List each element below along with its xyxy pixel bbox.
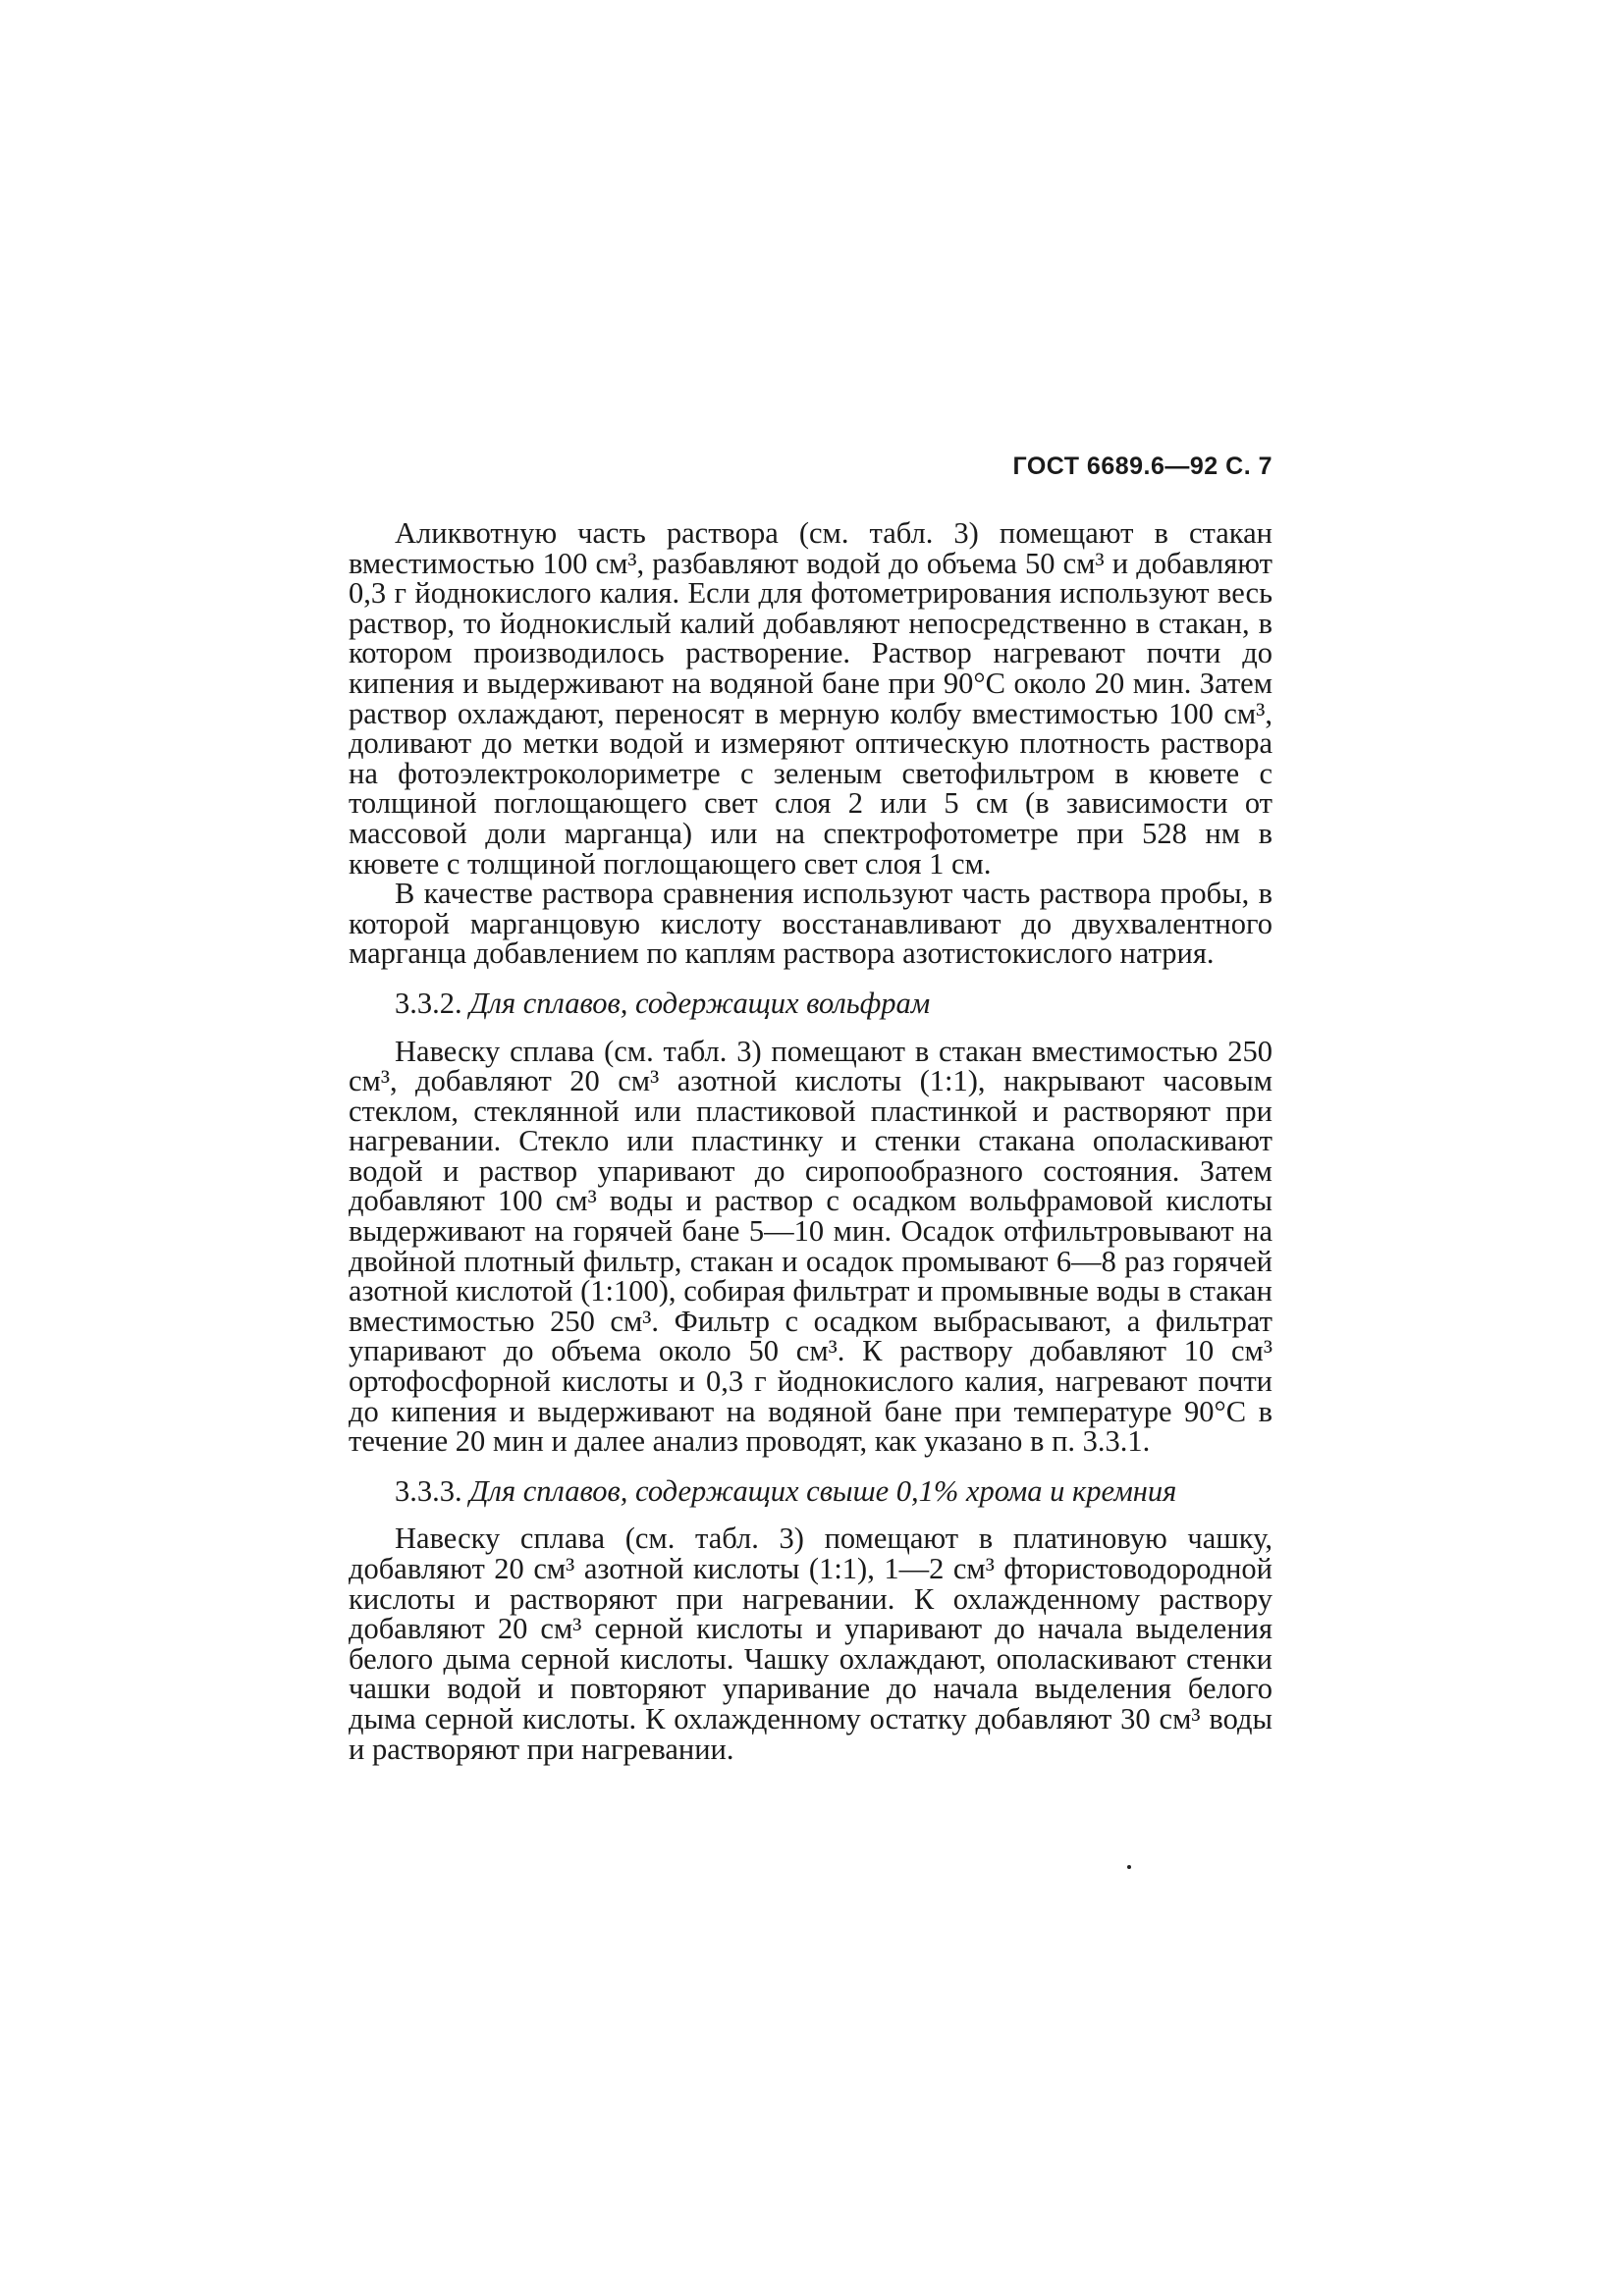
paragraph-aliquot: Аликвотную часть раствора (см. табл. 3) помещают в стакан вместимостью 100 см³, разбавляют водой до объема 50 см³ и добавляют 0,3 г йоднокислого калия. Если для фотометрирования используют весь раствор, то йоднокислый калий добавляют непосредственно в стакан, в котором производилось растворение. Раствор нагревают почти до кипения и выдерживают на водяной бане при 90°С около 20 мин. Затем раствор охлаждают, переносят в мерную колбу вместимостью 100 см³, доливают до метки водой и измеряют оптическую плотность раствора на фотоэлектроколориметре с зеленым светофильтром в кювете с толщиной поглощающего свет слоя 2 или 5 см (в зависимости от массовой доли марганца) или на спектрофотометре при 528 нм в кювете с толщиной поглощающего свет слоя 1 см.	[349, 516, 1272, 881]
section-title: Для сплавов, содержащих свыше 0,1% хрома и кремния	[469, 1473, 1177, 1508]
body-text	[349, 518, 1272, 1764]
paragraph-chromium-silicon-alloys: Навеску сплава (см. табл. 3) помещают в платиновую чашку, добавляют 20 см³ азотной кислоты (1:1), 1—2 см³ фтористоводородной кислоты и растворяют при нагревании. К охлажденному раствору добавляют 20 см³ серной кислоты и упаривают до начала выделения белого дыма серной кислоты. Чашку охлаждают, ополаскивают стенки чашки водой и повторяют упаривание до начала выделения белого дыма серной кислоты. К охлажденному остатку добавляют 30 см³ воды и растворяют при нагревании.	[349, 1522, 1272, 1766]
running-head: ГОСТ 6689.6—92 С. 7	[1012, 453, 1272, 480]
stray-dot-mark	[1127, 1865, 1131, 1869]
section-number: 3.3.3.	[395, 1473, 462, 1508]
paragraph-tungsten-alloys: Навеску сплава (см. табл. 3) помещают в стакан вместимостью 250 см³, добавляют 20 см³ азотной кислоты (1:1), накрывают часовым стеклом, стеклянной или пластиковой пластинкой и растворяют при нагревании. Стекло или пластинку и стенки стакана ополаскивают водой и раствор упаривают до сиропообразного состояния. Затем добавляют 100 см³ воды и раствор с осадком вольфрамовой кислоты выдерживают на горячей бане 5—10 мин. Осадок отфильтровывают на двойной плотный фильтр, стакан и осадок промывают 6—8 раз горячей азотной кислотой (1:100), собирая фильтрат и промывные воды в стакан вместимостью 250 см³. Фильтр с осадком выбрасывают, а фильтрат упаривают до объема около 50 см³. К раствору добавляют 10 см³ ортофосфорной кислоты и 0,3 г йоднокислого калия, нагревают почти до кипения и выдерживают на водяной бане при температуре 90°С в течение 20 мин и далее анализ проводят, как указано в п. 3.3.1.	[349, 1034, 1272, 1459]
section-heading-332	[349, 988, 1272, 1019]
section-title: Для сплавов, содержащих вольфрам	[469, 986, 931, 1020]
paragraph-reference-solution: В качестве раствора сравнения используют часть раствора пробы, в которой марганцовую кислоту восстанавливают до двухвалентного марганца добавлением по каплям раствора азотистокислого натрия.	[349, 877, 1272, 971]
section-number: 3.3.2.	[395, 986, 462, 1020]
section-heading-333	[349, 1473, 1272, 1508]
